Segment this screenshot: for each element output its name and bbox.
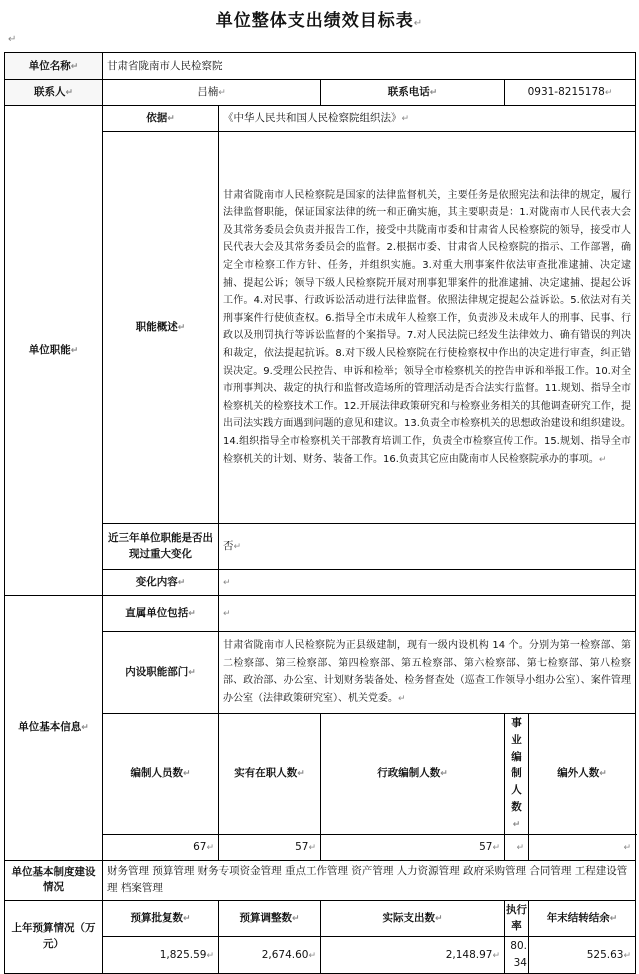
extra-staff-value: ↵ [529, 834, 636, 860]
change-content-value: ↵ [219, 570, 636, 596]
phone-value: 0931-8215178↵ [505, 80, 636, 106]
admin-quota-value: 57↵ [321, 834, 505, 860]
actual-staff-value: 57↵ [219, 834, 321, 860]
unit-name-label: 单位名称↵ [5, 53, 103, 80]
basis-label: 依据↵ [103, 106, 219, 132]
exec-rate-value: 80.34 [505, 937, 529, 974]
actual-spend-header: 实际支出数↵ [321, 900, 505, 937]
row-contact [5, 80, 636, 106]
mgmt-system-value: 财务管理 预算管理 财务专项资金管理 重点工作管理 资产管理 人力资源管理 政府采购管理 合同管理 工程建设管理 档案管理 [103, 860, 636, 900]
basic-info-label: 单位基本信息↵ [5, 596, 103, 861]
change-question-label: 近三年单位职能是否出现过重大变化 [103, 524, 219, 570]
contact-value: 吕楠↵ [103, 80, 321, 106]
basis-value: 《中华人民共和国人民检察院组织法》↵ [219, 106, 636, 132]
mgmt-system-label: 单位基本制度建设情况 [5, 860, 103, 900]
adjusted-header: 预算调整数↵ [219, 900, 321, 937]
carryover-header: 年末结转结余↵ [529, 900, 636, 937]
change-content-label: 变化内容↵ [103, 570, 219, 596]
carryover-value: 525.63↵ [529, 937, 636, 974]
internal-depts-label: 内设职能部门↵ [103, 632, 219, 714]
row-basis [5, 106, 636, 132]
unit-name-value: 甘肃省陇南市人民检察院 [103, 53, 636, 80]
actual-spend-value: 2,148.97↵ [321, 937, 505, 974]
internal-depts-value: 甘肃省陇南市人民检察院为正县级建制，现有一级内设机构 14 个。分别为第一检察部、第二检察部、第三检察部、第四检察部、第五检察部、第六检察部、第七检察部、第八检察部、政治部、办公室、计划财务装备处、检务督查处（巡查工作领导小组办公室）、案件管理办公室（法律政策研究室）、机关党委。↵ [219, 632, 636, 714]
paragraph-mark-icon: ↵ [413, 18, 424, 29]
inst-quota-value: ↵ [505, 834, 529, 860]
paragraph-mark-icon: ↵ [8, 34, 17, 45]
overview-label: 职能概述↵ [103, 132, 219, 524]
form-title [0, 6, 639, 31]
approved-header: 预算批复数↵ [103, 900, 219, 937]
change-answer-value: 否↵ [219, 524, 636, 570]
extra-staff-header: 编外人数↵ [529, 714, 636, 835]
duties-label: 单位职能↵ [5, 106, 103, 596]
exec-rate-header: 执行率 [505, 900, 529, 937]
performance-target-table [4, 52, 636, 974]
admin-quota-header: 行政编制人数↵ [321, 714, 505, 835]
row-subordinate [5, 596, 636, 632]
actual-staff-header: 实有在职人数↵ [219, 714, 321, 835]
row-unit-name [5, 53, 636, 80]
inst-quota-header: 事业编制人数↵ [505, 714, 529, 835]
row-mgmt-system [5, 860, 636, 900]
approved-value: 1,825.59↵ [103, 937, 219, 974]
subordinate-label: 直属单位包括↵ [103, 596, 219, 632]
form-title-text: 单位整体支出绩效目标表 [215, 11, 414, 31]
overview-value: 甘肃省陇南市人民检察院是国家的法律监督机关，主要任务是依照宪法和法律的规定，履行法律监督职能，保证国家法律的统一和正确实施，其主要职责是：1.对陇南市人民代表大会及其常务委员会负责并报告工作，接受中共陇南市委和甘肃省人民检察院的领导，接受市人民代表大会及其常务委员会的监督。2.根据市委、甘肃省人民检察院的指示、工作部署，确定全市检察工作方针、任务，并组织实施。3.对重大刑事案件依法审查批准逮捕、决定逮捕、提起公诉；领导下级人民检察院开展对刑事犯罪案件的批准逮捕、决定逮捕、提起公诉工作。4.对民事、行政诉讼活动进行法律监督。依照法律规定提起公益诉讼。5.依法对有关刑事案件行使侦查权。6.指导全市未成年人检察工作，负责涉及未成年人的刑事、民事、行政以及刑罚执行等诉讼监督的个案指导。7.对人民法院已经发生法律效力、确有错误的判决和裁定，依法提起抗诉。8.对下级人民检察院在行使检察权中作出的决定进行审查，纠正错误决定。9.受理公民控告、申诉和检举；领导全市检察机关的控告申诉和举报工作。10.对全市刑事判决、裁定的执行和监督改造场所的管理活动是否合法实行监督。11.规划、指导全市检察机关的检察技术工作。12.开展法律政策研究和与检察业务相关的其他调查研究工作，提出司法实践方面遇到问题的意见和建议。13.负责全市检察机关的思想政治建设和组织建设。14.组织指导全市检察机关干部教育培训工作，负责全市检察宣传工作。15.规划、指导全市检察机关的计划、财务、装备工作。16.负责其它应由陇南市人民检察院承办的事项。↵ [219, 132, 636, 524]
staff-quota-value: 67↵ [103, 834, 219, 860]
contact-label: 联系人↵ [5, 80, 103, 106]
phone-label: 联系电话↵ [321, 80, 505, 106]
subordinate-value: ↵ [219, 596, 636, 632]
adjusted-value: 2,674.60↵ [219, 937, 321, 974]
budget-label: 上年预算情况（万元） [5, 900, 103, 973]
staff-quota-header: 编制人员数↵ [103, 714, 219, 835]
row-budget-headers [5, 900, 636, 937]
